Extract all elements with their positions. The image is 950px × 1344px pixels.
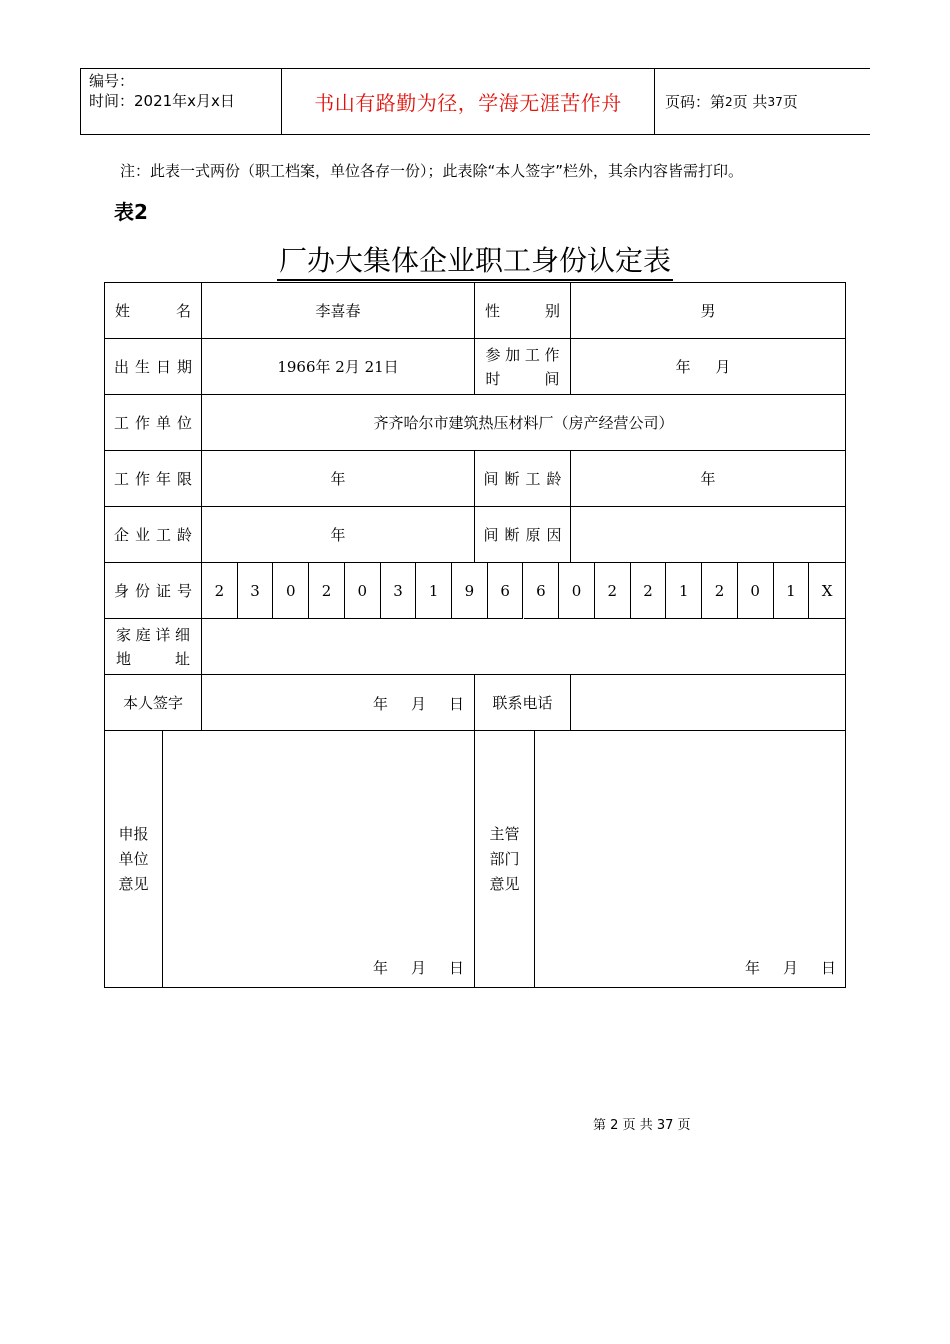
join-work-time-value: 年 月	[571, 339, 845, 395]
phone-label: 联系电话	[475, 675, 571, 731]
id-digit: 3	[238, 563, 274, 619]
break-reason-label: 间断原因	[475, 507, 571, 563]
id-digit: 2	[702, 563, 738, 619]
break-age-value: 年	[571, 451, 845, 507]
header-box	[80, 68, 870, 135]
apply-unit-opinion-label: 申报 单位 意见	[105, 731, 163, 987]
id-digit: 9	[452, 563, 488, 619]
id-number-label: 身份证号	[105, 563, 202, 619]
company-age-label: 企业工龄	[105, 507, 202, 563]
header-meta	[81, 69, 282, 134]
header-page-info: 页码：第 2 页 共 37 页	[665, 93, 798, 111]
work-years-label: 工作年限	[105, 451, 202, 507]
page-footer: 第 2 页 共 37 页	[593, 1118, 691, 1133]
id-digit: 1	[416, 563, 452, 619]
phone-value	[571, 675, 845, 731]
work-years-value: 年	[202, 451, 475, 507]
join-work-time-label: 参 加 工 作 时 间	[475, 339, 571, 395]
name-label: 姓 名	[105, 283, 202, 339]
birth-date-label: 出生日期	[105, 339, 202, 395]
id-digit: 2	[202, 563, 238, 619]
company-age-value: 年	[202, 507, 475, 563]
id-digit: 1	[666, 563, 702, 619]
break-reason-value	[571, 507, 845, 563]
birth-date-value: 1966年 2月 21日	[202, 339, 475, 395]
identity-form-table	[104, 282, 846, 988]
signature-label: 本人签字	[105, 675, 202, 731]
workplace-label: 工作单位	[105, 395, 202, 451]
id-digit: 6	[488, 563, 524, 619]
id-digit: 2	[309, 563, 345, 619]
name-value: 李喜春	[202, 283, 475, 339]
dept-opinion-label: 主管 部门 意见	[475, 731, 535, 987]
address-value	[202, 619, 845, 675]
id-digit: 1	[774, 563, 810, 619]
id-digit: 2	[595, 563, 631, 619]
id-digit: 6	[524, 563, 560, 619]
time-label: 时间：2021年x月x日	[89, 92, 235, 110]
number-label: 编号：	[89, 72, 135, 90]
gender-value: 男	[571, 283, 845, 339]
id-digit: 3	[381, 563, 417, 619]
id-digit: 0	[345, 563, 381, 619]
id-digit: 0	[738, 563, 774, 619]
id-digit: 0	[273, 563, 309, 619]
page-total: 37	[767, 94, 783, 109]
break-age-label: 间断工龄	[475, 451, 571, 507]
id-digit: 0	[559, 563, 595, 619]
signature-date-cell: 年 月 日	[202, 675, 475, 731]
table-number: 表2	[114, 200, 148, 224]
id-digit: 2	[631, 563, 667, 619]
gender-label: 性 别	[475, 283, 571, 339]
id-digit: X	[809, 563, 845, 619]
page-number: 2	[725, 94, 733, 109]
form-title: 厂办大集体企业职工身份认定表	[0, 239, 950, 279]
workplace-value: 齐齐哈尔市建筑热压材料厂（房产经营公司）	[202, 395, 845, 451]
address-label: 家 庭 详 细 地 址	[105, 619, 202, 675]
header-motto: 书山有路勤为径，学海无涯苦作舟	[282, 69, 655, 134]
apply-unit-opinion-area: 年 月 日	[163, 731, 475, 987]
note-text: 注：此表一式两份（职工档案，单位各存一份）；此表除“本人签字”栏外，其余内容皆需打印。	[120, 162, 744, 180]
dept-opinion-area: 年 月 日	[745, 959, 837, 977]
